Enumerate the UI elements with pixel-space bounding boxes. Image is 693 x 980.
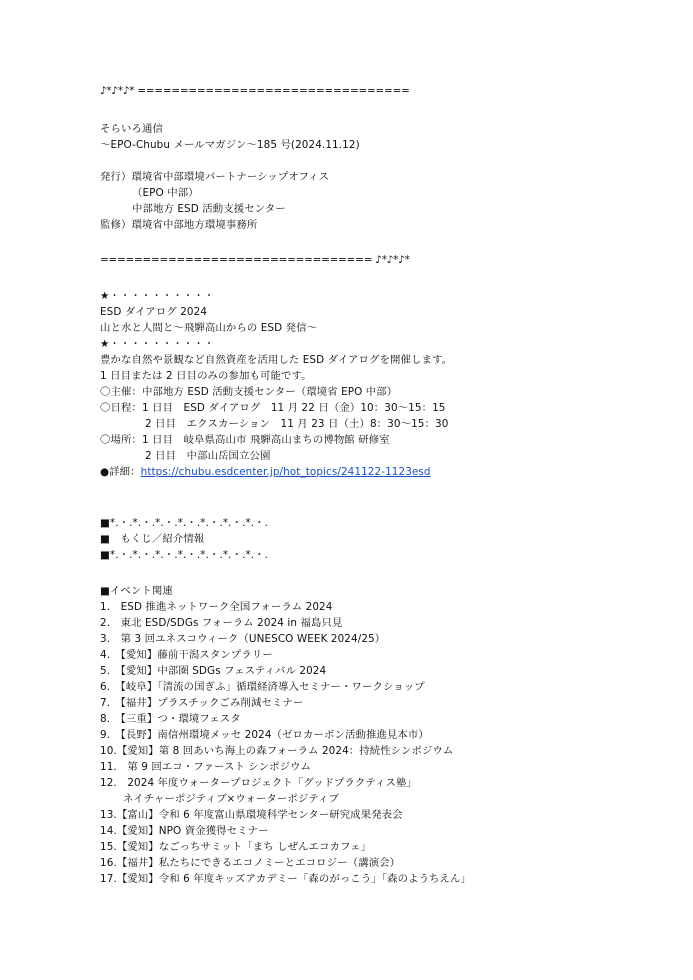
feature-place: 〇場所：1 日目 岐阜県高山市 飛騨高山まちの博物館 研修室: [100, 434, 390, 446]
feature-description: 豊かな自然や景観など自然資産を活用した ESD ダイアログを開催します。: [100, 354, 453, 366]
feature-date: 2 日目 エクスカーション 11 月 23 日（土）8：30～15：30: [145, 418, 449, 430]
toc-item[interactable]: 17.【愛知】令和 6 年度キッズアカデミー「森のがっこう」「森のようちえん」: [100, 873, 472, 885]
toc-item[interactable]: 4. 【愛知】藤前干潟スタンプラリー: [100, 649, 273, 661]
toc-item[interactable]: 16.【福井】私たちにできるエコノミーとエコロジー（講演会）: [100, 857, 401, 869]
toc-item[interactable]: 10.【愛知】第 8 回あいち海上の森フォーラム 2024：持続性シンポジウム: [100, 745, 454, 757]
feature-star-divider: ★・・・・・・・・・・: [100, 290, 215, 302]
feature-host: 〇主催：中部地方 ESD 活動支援センター（環境省 EPO 中部）: [100, 386, 398, 398]
events-heading: ■イベント関連: [100, 585, 173, 597]
header-rule-top: ♪*♪*♪* ================================: [100, 85, 410, 97]
feature-title: ESD ダイアログ 2024: [100, 306, 208, 318]
detail-label: ●詳細：: [100, 466, 141, 478]
publisher-line: 発行）環境省中部環境パートナーシップオフィス: [100, 171, 330, 183]
toc-item[interactable]: 9. 【長野】南信州環境メッセ 2024（ゼロカーボン活動推進見本市）: [100, 729, 429, 741]
toc-item[interactable]: 6. 【岐阜】「清流の国ぎふ」循環経済導入セミナー・ワークショップ: [100, 681, 425, 693]
feature-description: 1 日目または 2 日目のみの参加も可能です。: [100, 370, 312, 382]
publisher-line: （EPO 中部）: [132, 187, 199, 199]
toc-decoration: ■*.・.*.・.*.・.*.・.*.・.*.・.*.・.: [100, 517, 269, 529]
newsletter-title: そらいろ通信: [100, 123, 163, 135]
publisher-line: 中部地方 ESD 活動支援センター: [132, 203, 286, 215]
newsletter-subtitle: ～EPO-Chubu メールマガジン～185 号(2024.11.12): [100, 139, 360, 151]
feature-detail: [100, 466, 431, 479]
toc-item[interactable]: 11. 第 9 回エコ・ファースト シンポジウム: [100, 761, 311, 773]
detail-link[interactable]: https://chubu.esdcenter.jp/hot_topics/241122-1123esd: [140, 466, 431, 478]
feature-date: 〇日程：1 日目 ESD ダイアログ 11 月 22 日（金）10：30～15：15: [100, 402, 446, 414]
toc-item-continuation: ネイチャーポジティブ×ウォーターポジティブ: [123, 793, 340, 805]
feature-subtitle: 山と水と人間と～飛騨高山からの ESD 発信～: [100, 322, 318, 334]
toc-heading: ■ もくじ／紹介情報: [100, 533, 205, 545]
toc-item[interactable]: 13.【富山】令和 6 年度富山県環境科学センター研究成果発表会: [100, 809, 403, 821]
toc-item[interactable]: 1. ESD 推進ネットワーク全国フォーラム 2024: [100, 601, 333, 613]
supervisor-line: 監修）環境省中部地方環境事務所: [100, 219, 258, 231]
feature-star-divider: ★・・・・・・・・・・: [100, 338, 215, 350]
toc-decoration: ■*.・.*.・.*.・.*.・.*.・.*.・.*.・.: [100, 549, 269, 561]
toc-item[interactable]: 2. 東北 ESD/SDGs フォーラム 2024 in 福島只見: [100, 617, 343, 629]
toc-item[interactable]: 8. 【三重】つ・環境フェスタ: [100, 713, 241, 725]
header-rule-bottom: ================================ ♪*♪*♪*: [100, 254, 410, 266]
toc-item[interactable]: 12. 2024 年度ウォータープロジェクト「グッドプラクティス塾」: [100, 777, 418, 789]
toc-item[interactable]: 15.【愛知】なごっちサミット「まち しぜんエコカフェ」: [100, 841, 372, 853]
toc-item[interactable]: 14.【愛知】NPO 資金獲得セミナー: [100, 825, 269, 837]
toc-item[interactable]: 7. 【福井】プラスチックごみ削減セミナー: [100, 697, 304, 709]
toc-item[interactable]: 5. 【愛知】中部圏 SDGs フェスティバル 2024: [100, 665, 327, 677]
feature-place: 2 日目 中部山岳国立公園: [145, 450, 271, 462]
toc-item[interactable]: 3. 第 3 回ユネスコウィーク（UNESCO WEEK 2024/25）: [100, 633, 386, 645]
